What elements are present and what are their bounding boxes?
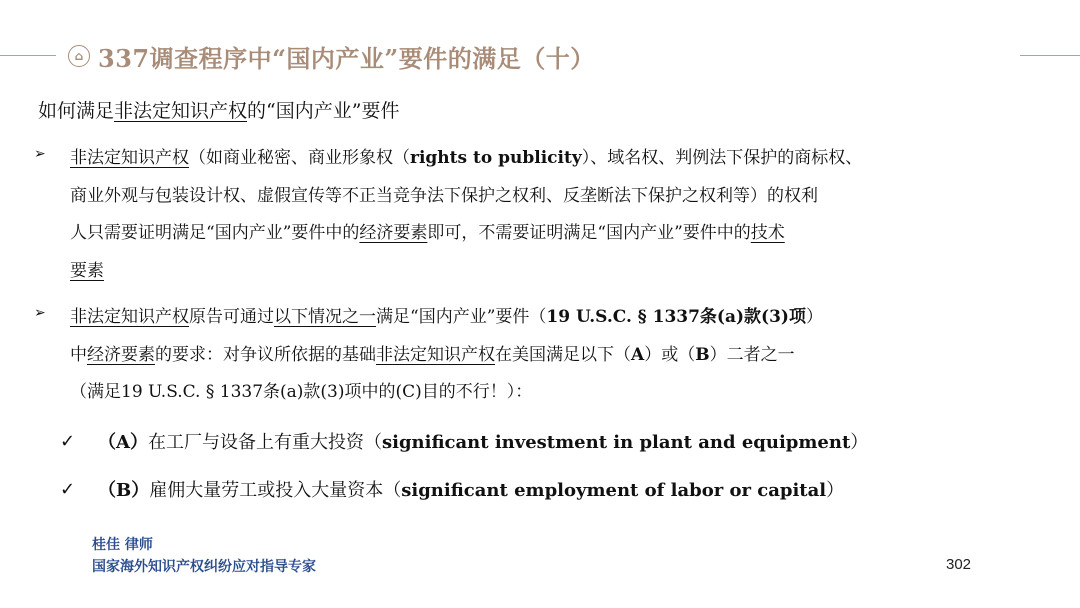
slide-header [68,38,595,74]
check-mark-icon: ✓ [60,478,76,500]
bullet-1-line-2: 商业外观与包装设计权、虚假宣传等不正当竞争法下保护之权利、反垄断法下保护之权利等）的权利 [70,185,818,206]
term-non-statutory-ip: 非法定知识产权 [70,307,189,327]
text-segment: 在工厂与设备上有重大投资（ [147,432,382,453]
text-segment: 即可，不需要证明满足“国内产业”要件中的 [427,223,751,243]
title-rule-right [1020,55,1080,56]
arrow-bullet-icon: ➢ [34,305,46,321]
title-rule-left [0,55,56,56]
text-segment: 原告可通过 [189,307,274,327]
text-segment: 雇佣大量劳工或投入大量资本（ [149,480,402,501]
slide-title: 337调查程序中“国内产业”要件的满足（十） [98,43,595,73]
text-segment: 人只需要证明满足“国内产业”要件中的 [70,223,360,243]
check-item-a [60,428,868,454]
text-segment: ）或（ [644,344,696,365]
text-segment: ）二者之一 [709,344,795,365]
check-label: （B） [98,480,150,501]
check-item-b [60,476,844,502]
text-segment: ）、域名权、判例法下保护的商标权、 [581,148,863,168]
check-mark-icon: ✓ [60,430,76,452]
bullet-2-text [70,299,1040,412]
text-segment: 的要求：对争议所依据的基础 [155,344,376,365]
subtitle-post: 的“国内产业”要件 [247,100,400,122]
english-term: significant employment of labor or capital [401,480,827,501]
subtitle-pre: 如何满足 [38,100,115,122]
text-segment: 满足“国内产业”要件（ [376,307,547,327]
text-segment: 中 [70,344,87,365]
text-segment: ） [805,307,823,327]
text-segment: （如商业秘密、商业形象权（ [189,148,410,168]
bullet-1-line-4 [70,253,1040,291]
english-term: rights to publicity [410,148,582,168]
check-item-a-text [98,428,868,454]
bullet-item-2 [34,299,1040,412]
arrow-bullet-icon: ➢ [34,146,46,162]
bullet-2-line-1 [70,299,1040,337]
option-a-letter: A [631,344,645,365]
bullet-2-line-2 [70,337,1040,375]
check-label: （A） [98,432,148,453]
footer-author [92,534,316,578]
english-term: significant investment in plant and equipment [381,432,851,453]
section-subtitle [38,96,399,123]
term-economic-prong: 经济要素 [87,344,155,365]
term-technical-prong: 技术 [750,223,785,243]
author-name: 桂佳 律师 [92,537,153,553]
bullet-item-1 [34,140,1040,290]
bullet-1-text [70,140,1040,290]
check-item-b-text [98,476,844,502]
term-one-of-following: 以下情况之一 [274,307,376,327]
text-segment: ） [826,480,845,501]
text-segment: ） [850,432,869,453]
page-number: 302 [946,556,972,573]
term-non-statutory-ip: 非法定知识产权 [376,344,495,365]
author-role: 国家海外知识产权纠纷应对指导专家 [92,559,316,575]
statute-reference: 19 U.S.C. § 1337条(a)款(3)项 [546,307,806,327]
term-technical-prong-cont: 要素 [70,260,104,281]
bullet-1-line-1 [70,140,1040,178]
bullet-1-line-3 [70,215,1040,253]
circle-logo-icon: ⌂ [68,45,90,67]
text-segment: 在美国满足以下（ [495,344,631,365]
term-economic-prong: 经济要素 [359,223,428,243]
option-b-letter: B [695,344,710,365]
term-non-statutory-ip: 非法定知识产权 [70,148,189,168]
bullet-2-line-3: （满足19 U.S.C. § 1337条(a)款(3)项中的(C)目的不行！）： [70,382,533,402]
subtitle-term: 非法定知识产权 [114,100,248,122]
